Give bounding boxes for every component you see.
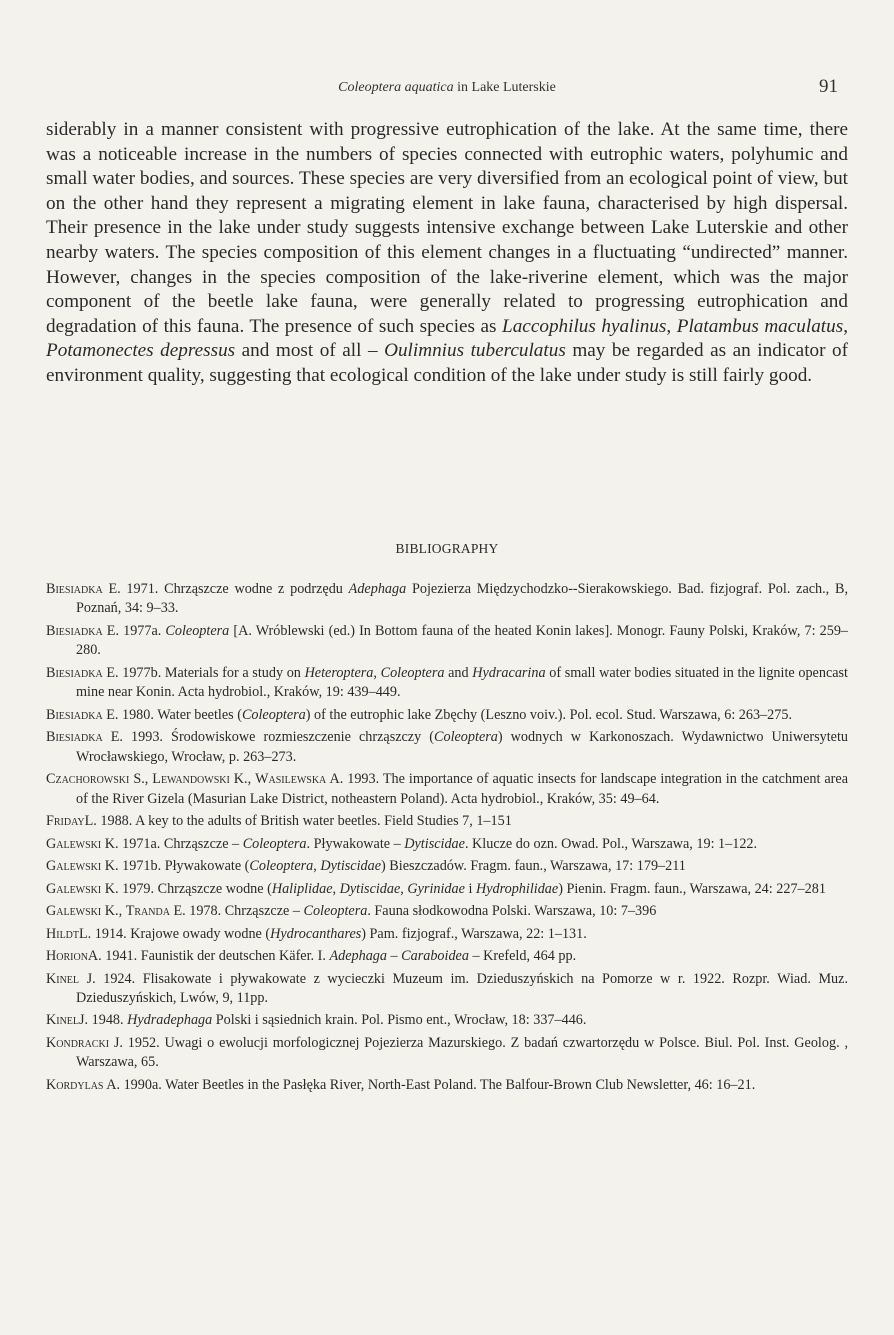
text-segment: E. 1980. Water beetles ( — [102, 706, 242, 723]
text-segment: i — [464, 880, 476, 897]
bibliography-entry — [46, 1011, 848, 1030]
running-title — [46, 80, 848, 96]
text-segment: K. 1971a. Chrząszcze – — [101, 835, 243, 852]
author-name: Kinel — [46, 970, 80, 987]
text-segment: – Krefeld, 464 pp. — [468, 948, 577, 965]
author-name: Biesiadka — [46, 622, 103, 639]
italic-text: Gyrinidae — [407, 880, 465, 897]
italic-text: Potamonectes depressus — [46, 340, 236, 362]
text-segment: K. 1971b. Pływakowate ( — [101, 858, 250, 875]
text-segment: of small water bodies situated in the lignite opencast mine near Konin. Acta hydrobiol., Kraków, 19: 439–449. — [76, 664, 848, 701]
bibliography-entry — [46, 706, 848, 725]
text-segment: may be regarded as an indicator of environment quality, suggesting that ecological condition of the lake under study is still fairly good. — [46, 340, 849, 386]
text-segment: Pojezierza Międzychodzko--Sierakowskiego. Bad. fizjograf. Pol. zach., B, Poznań, 34: 9–33. — [76, 581, 848, 617]
author-name: Friday — [46, 813, 85, 830]
text-segment: and most of all – — [235, 340, 385, 362]
text-segment: S., — [129, 771, 153, 788]
text-segment: K., — [101, 903, 126, 920]
author-name: Biesiadka — [46, 581, 103, 597]
author-name: Hildt — [46, 925, 80, 942]
italic-text: Dytiscidae — [320, 858, 382, 875]
italic-text: Coleoptera — [165, 622, 230, 639]
italic-text: Haliplidae — [271, 880, 333, 897]
text-segment: J. 1924. Flisakowate i pływakowate z wycieczki Muzeum im. Dzieduszyńskich na Pomorze w r. 1922. Rozpr. Wiad. Muz. Dzieduszyńskich, Lwów, 9, 11pp. — [76, 970, 848, 1006]
italic-text: Hydradephaga — [127, 1012, 213, 1029]
bibliography-entry — [46, 925, 848, 944]
author-name: Kordylas — [46, 1076, 104, 1093]
text-segment: , — [666, 315, 677, 337]
text-segment: E. 1993. Środowiskowe rozmieszczenie chrząszczy ( — [102, 729, 435, 746]
bibliography-entry — [46, 580, 848, 619]
bibliography-entry — [46, 970, 848, 1009]
author-name: Kinel — [46, 1012, 80, 1029]
italic-text: Hydrocanthares — [270, 925, 362, 942]
bibliography-entry — [46, 1034, 848, 1073]
italic-text: Laccophilus hyalinus — [502, 315, 667, 337]
author-name: Galewski — [46, 903, 102, 920]
body-paragraph-text — [46, 118, 848, 389]
bibliography-entry — [46, 880, 848, 899]
text-segment: ) wodnych w Karkonoszach. Wydawnictwo Uniwersytetu Wrocławskiego, Wrocław, p. 263–273. — [76, 729, 848, 765]
bibliography-entry — [46, 622, 848, 661]
text-segment: K. 1979. Chrząszcze wodne ( — [101, 880, 272, 897]
bibliography-entry — [46, 1076, 848, 1095]
bibliography-entry — [46, 728, 848, 767]
text-segment: K., — [229, 771, 256, 788]
bibliography-heading: BIBLIOGRAPHY — [395, 541, 499, 556]
text-segment: J. 1952. Uwagi o ewolucji morfologicznej Pojezierza Mazurskiego. Z badań czwartorzędu w Polsce. Biul. Pol. Inst. Geolog. , Warszawa, 65. — [76, 1034, 848, 1071]
text-segment: E. 1971. Chrząszcze wodne z podrzędu — [102, 581, 349, 597]
text-segment: J. 1948. — [79, 1012, 128, 1029]
text-segment: . Fauna słodkowodna Polski. Warszawa, 10: 7–396 — [367, 903, 657, 920]
italic-text: Dytiscidae — [339, 880, 401, 897]
text-segment: , — [373, 664, 381, 681]
text-segment: ) Pienin. Fragm. faun., Warszawa, 24: 227–281 — [558, 880, 826, 897]
text-segment: , — [313, 858, 321, 875]
bibliography-entry — [46, 664, 848, 703]
italic-text: Dytiscidae — [404, 835, 465, 852]
text-segment: siderably in a manner consistent with progressive eutrophication of the lake. At the same time, there was a noticeable increase in the numbers of species connected with eutrophic waters, polyhumic and small water bodies, and sources. These species are very diversified from an ecological point of view, but on the other hand they represent a migrating element in lake fauna, characterised by high dispersal. Their presence in the lake under study suggests intensive exchange between Lake Luterskie and other nearby waters. The species composition of this element changes in a fluctuating “undirected” manner. However, changes in the species composition of the lake-riverine element, which was the major component of the beetle lake fauna, were generally related to progressing eutrophication and degradation of this fauna. The presence of such species as — [46, 119, 848, 337]
text-segment: ) of the eutrophic lake Zbęchy (Leszno voiv.). Pol. ecol. Stud. Warszawa, 6: 263–275. — [305, 706, 793, 723]
bibliography-entry — [46, 770, 848, 809]
text-segment: E. 1977b. Materials for a study on — [102, 664, 305, 681]
bibliography-entry — [46, 835, 848, 854]
text-segment: [A. Wróblewski (ed.) In Bottom fauna of the heated Konin lakes]. Monogr. Fauny Polski, Kraków, 7: 259–280. — [76, 622, 849, 659]
bibliography-list — [46, 580, 848, 1098]
text-segment: A. 1941. Faunistik der deutschen Käfer. I. — [87, 948, 330, 965]
italic-text: Adephaga — [348, 581, 407, 597]
italic-text: Coleoptera — [241, 706, 306, 723]
italic-text: Hydracarina — [472, 664, 546, 681]
author-name: Lewandowski — [152, 771, 230, 788]
page-number: 91 — [819, 76, 838, 97]
text-segment: A. 1990a. Water Beetles in the Pasłęka River, North-East Poland. The Balfour-Brown Club Newsletter, 46: 16–21. — [103, 1076, 756, 1093]
italic-text: Platambus maculatus — [676, 315, 844, 337]
italic-text: Heteroptera — [304, 664, 374, 681]
italic-text: Coleoptera — [242, 835, 307, 852]
italic-text: Adephaga – Caraboidea — [329, 948, 469, 965]
text-segment: , — [400, 880, 408, 897]
italic-text: Oulimnius tuberculatus — [384, 340, 566, 362]
author-name: Biesiadka — [46, 706, 103, 723]
text-segment: Polski i sąsiednich krain. Pol. Pismo ent., Wrocław, 18: 337–446. — [212, 1012, 587, 1029]
italic-text: Coleoptera — [434, 729, 498, 746]
body-paragraph — [46, 118, 848, 389]
italic-text: Coleoptera — [303, 903, 368, 920]
author-name: Tranda — [125, 903, 170, 920]
author-name: Horion — [46, 948, 88, 965]
author-name: Biesiadka — [46, 664, 103, 681]
author-name: Kondracki — [46, 1034, 110, 1051]
text-segment: L. 1988. A key to the adults of British water beetles. Field Studies 7, 1–151 — [84, 813, 512, 830]
author-name: Galewski — [46, 858, 102, 875]
text-segment: E. 1977a. — [102, 622, 166, 639]
text-segment: E. 1978. Chrząszcze – — [169, 903, 304, 920]
italic-text: Coleoptera — [249, 858, 314, 875]
author-name: Galewski — [46, 880, 102, 897]
text-segment: . Pływakowate – — [306, 835, 405, 852]
bibliography-entry — [46, 947, 848, 966]
document-page — [46, 0, 848, 1335]
italic-text: Coleoptera — [380, 664, 445, 681]
text-segment: L. 1914. Krajowe owady wodne ( — [79, 925, 271, 942]
running-title-italic: Coleoptera aquatica — [338, 80, 454, 95]
bibliography-entry — [46, 857, 848, 876]
author-name: Galewski — [46, 835, 102, 852]
text-segment: ) Pam. fizjograf., Warszawa, 22: 1–131. — [361, 925, 587, 942]
author-name: Wasilewska — [255, 771, 327, 788]
running-title-rest: in Lake Luterskie — [453, 80, 556, 95]
text-segment: and — [444, 664, 473, 681]
author-name: Biesiadka — [46, 729, 103, 746]
text-segment: ) Bieszczadów. Fragm. faun., Warszawa, 17: 179–211 — [381, 858, 686, 875]
italic-text: Hydrophilidae — [475, 880, 559, 897]
bibliography-entry — [46, 902, 848, 921]
text-segment: , — [332, 880, 340, 897]
running-header — [46, 76, 848, 102]
text-segment: . Klucze do ozn. Owad. Pol., Warszawa, 19: 1–122. — [464, 835, 758, 852]
author-name: Czachorowski — [46, 771, 130, 788]
text-segment: , — [843, 315, 848, 337]
bibliography-entry — [46, 812, 848, 831]
text-segment: A. 1993. The importance of aquatic insects for landscape integration in the catchment area of the River Gizela (Masurian Lake District, notheastern Poland). Acta hydrobiol., Kraków, 35: 49–64. — [76, 771, 848, 807]
